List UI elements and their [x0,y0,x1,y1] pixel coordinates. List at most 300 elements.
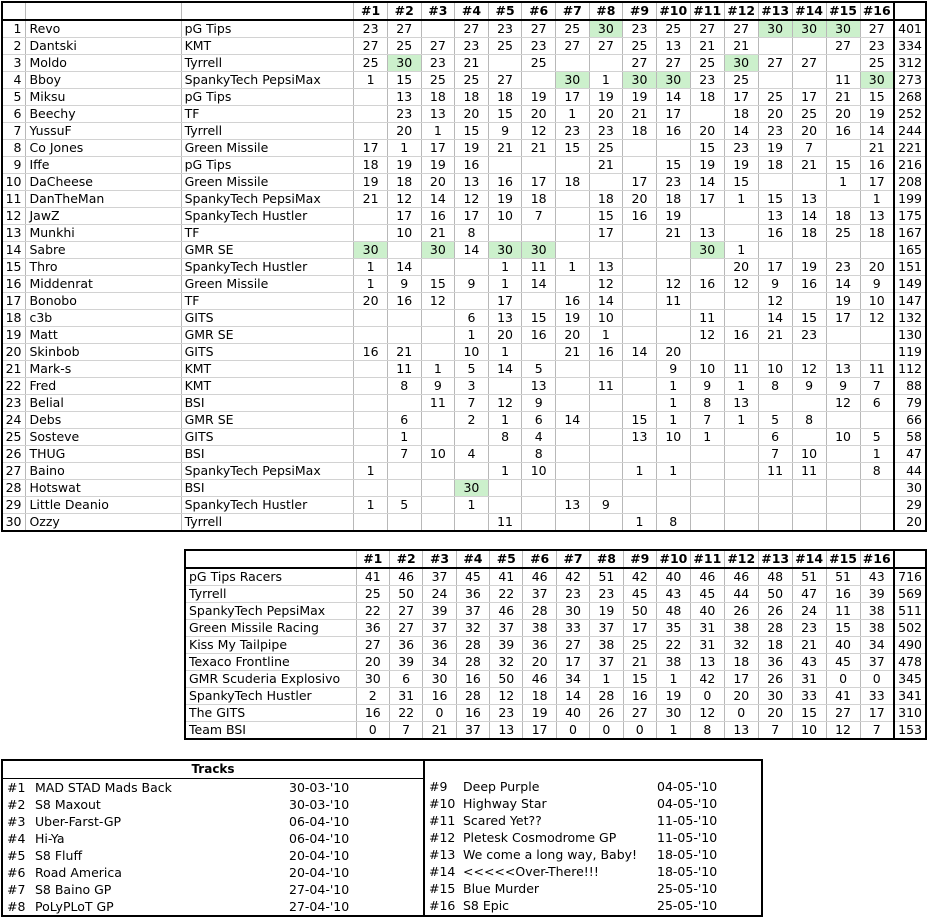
track-number: #5 [7,848,26,863]
race-score [690,514,724,532]
race-score: 6 [860,395,894,412]
team-race-score: 26 [758,603,792,620]
team-race-score: 33 [792,688,826,705]
team-race-score: 36 [758,654,792,671]
race-score: 12 [387,191,421,208]
team-race-score: 41 [826,688,860,705]
race-score: 25 [488,38,522,55]
driver-rank: 21 [2,361,26,378]
race-header: #14 [792,550,826,568]
driver-name: Mark-s [26,361,181,378]
team-race-score: 16 [623,688,656,705]
race-score: 1 [656,395,690,412]
race-score [589,429,623,446]
race-score [589,480,623,497]
race-score: 30 [455,480,489,497]
team-race-score: 36 [423,637,456,654]
track-name: Uber-Farst-GP [35,814,122,829]
team-race-score: 51 [590,568,623,586]
race-score: 16 [555,293,589,310]
team-race-score: 36 [456,586,489,603]
race-score: 1 [488,412,522,429]
race-score: 11 [690,310,724,327]
driver-total: 216 [894,157,926,174]
driver-row [2,429,926,446]
race-score [555,55,589,72]
race-score: 21 [455,55,489,72]
race-score: 21 [826,89,860,106]
race-score: 16 [623,208,657,225]
race-score: 21 [387,344,421,361]
driver-team: SpankyTech Hustler [181,259,354,276]
driver-total: 273 [894,72,926,89]
race-score [555,157,589,174]
track-date: 27-04-'10 [289,882,350,897]
race-score: 9 [792,378,826,395]
race-score: 1 [860,446,894,463]
race-score [826,463,860,480]
race-score: 13 [860,208,894,225]
race-score: 30 [354,242,388,259]
race-score: 15 [623,412,657,429]
race-score: 14 [589,293,623,310]
team-race-score: 44 [724,586,758,603]
track-number: #13 [429,847,456,862]
driver-row [2,140,926,157]
team-race-score: 16 [423,688,456,705]
team-race-score: 0 [724,705,758,722]
race-score: 1 [488,463,522,480]
team-row [185,603,926,620]
race-score: 12 [826,395,860,412]
race-score: 10 [792,446,826,463]
team-row [185,722,926,740]
race-score: 1 [724,378,758,395]
race-score [354,106,388,123]
race-score: 25 [690,55,724,72]
team-race-score: 27 [389,603,422,620]
race-score: 2 [455,412,489,429]
team-race-score: 46 [490,603,523,620]
race-score: 9 [421,378,455,395]
race-score: 1 [555,259,589,276]
race-score [522,497,556,514]
team-race-score: 8 [690,722,724,740]
race-score [792,293,826,310]
race-score: 19 [623,89,657,106]
race-score [589,446,623,463]
driver-team: TF [181,225,354,242]
race-score: 27 [421,38,455,55]
race-score: 12 [860,310,894,327]
race-header: #3 [423,550,456,568]
race-score [623,327,657,344]
team-race-score: 17 [724,671,758,688]
race-score: 15 [758,191,792,208]
team-race-score: 27 [556,637,589,654]
race-score: 23 [758,123,792,140]
driver-row [2,123,926,140]
race-score: 14 [522,276,556,293]
track-name: PoLyPLoT GP [35,899,114,914]
race-score [724,225,758,242]
driver-rank: 28 [2,480,26,497]
race-score: 1 [555,106,589,123]
team-total: 310 [894,705,926,722]
driver-total: 119 [894,344,926,361]
driver-rank: 13 [2,225,26,242]
race-score: 5 [860,429,894,446]
track-name: Deep Purple [463,779,540,794]
race-header: #15 [826,550,860,568]
driver-rank: 12 [2,208,26,225]
race-score: 17 [455,208,489,225]
driver-name: Belial [26,395,181,412]
team-race-score: 39 [423,603,456,620]
team-name: Green Missile Racing [185,620,356,637]
team-name: SpankyTech PepsiMax [185,603,356,620]
driver-rank: 23 [2,395,26,412]
track-name: Pletesk Cosmodrome GP [463,830,617,845]
race-score [522,157,556,174]
race-score: 1 [354,276,388,293]
track-name: Highway Star [463,796,547,811]
race-score [354,514,388,532]
team-race-score: 39 [389,654,422,671]
race-score: 30 [387,55,421,72]
driver-rank: 17 [2,293,26,310]
race-score: 14 [387,259,421,276]
race-score [724,446,758,463]
team-race-score: 39 [860,586,894,603]
driver-total: 88 [894,378,926,395]
race-score: 25 [455,72,489,89]
race-score: 1 [354,497,388,514]
team-race-score: 50 [389,586,422,603]
race-score: 16 [455,157,489,174]
track-row [3,796,423,813]
driver-team: pG Tips [181,20,354,38]
race-score: 8 [488,429,522,446]
team-race-score: 23 [556,586,589,603]
race-score: 13 [522,378,556,395]
team-race-score: 23 [590,586,623,603]
race-score [555,395,589,412]
race-score: 1 [455,327,489,344]
race-score: 21 [656,225,690,242]
team-name: GMR Scuderia Explosivo [185,671,356,688]
race-score: 5 [758,412,792,429]
race-score [387,310,421,327]
race-score: 1 [826,174,860,191]
race-score: 3 [455,378,489,395]
driver-team: GMR SE [181,412,354,429]
race-score [758,514,792,532]
tracks-title: Tracks [3,761,423,779]
race-score: 10 [488,208,522,225]
race-score: 1 [421,361,455,378]
driver-rank: 20 [2,344,26,361]
race-score: 1 [860,191,894,208]
team-name: Texaco Frontline [185,654,356,671]
race-score [555,191,589,208]
race-score: 25 [387,38,421,55]
race-score: 8 [758,378,792,395]
track-number: #2 [7,797,26,812]
race-score: 20 [758,106,792,123]
driver-name: Revo [26,20,181,38]
race-score [690,463,724,480]
driver-total: 20 [894,514,926,532]
driver-row [2,55,926,72]
race-score [589,361,623,378]
race-score [792,395,826,412]
track-name: <<<<<Over-There!!! [463,864,599,879]
driver-row [2,344,926,361]
race-score [860,344,894,361]
race-score: 18 [690,89,724,106]
track-name: We come a long way, Baby! [463,847,638,862]
track-number: #11 [429,813,456,828]
race-score: 18 [421,89,455,106]
race-score [826,55,860,72]
track-row [3,864,423,881]
team-race-score: 14 [556,688,589,705]
driver-name: Sabre [26,242,181,259]
track-row [425,846,761,863]
track-date: 20-04-'10 [289,865,350,880]
race-score [826,242,860,259]
driver-row [2,310,926,327]
race-score [623,242,657,259]
race-score: 15 [690,140,724,157]
race-header: #10 [656,2,690,20]
race-header: #7 [555,2,589,20]
team-race-score: 50 [758,586,792,603]
driver-total: 30 [894,480,926,497]
track-row [425,795,761,812]
race-score: 19 [860,106,894,123]
team-race-score: 27 [356,637,389,654]
race-score: 18 [656,191,690,208]
team-row [185,671,926,688]
race-score: 15 [488,106,522,123]
race-score: 21 [354,191,388,208]
team-race-score: 11 [826,603,860,620]
team-race-score: 20 [724,688,758,705]
driver-total: 132 [894,310,926,327]
team-total: 153 [894,722,926,740]
race-score: 30 [555,72,589,89]
driver-row [2,191,926,208]
race-score [354,480,388,497]
race-score: 14 [555,412,589,429]
race-score [387,463,421,480]
race-score: 12 [421,293,455,310]
track-name: S8 Epic [463,898,510,913]
race-score: 11 [826,72,860,89]
race-score [690,293,724,310]
driver-total: 79 [894,395,926,412]
race-score [589,395,623,412]
team-race-score: 36 [356,620,389,637]
race-score: 12 [656,276,690,293]
race-score: 10 [826,429,860,446]
race-score [555,378,589,395]
race-score: 19 [724,157,758,174]
driver-rank: 10 [2,174,26,191]
driver-team: TF [181,293,354,310]
race-score: 20 [555,327,589,344]
driver-row [2,497,926,514]
race-score: 11 [387,361,421,378]
driver-row [2,208,926,225]
race-score: 16 [724,327,758,344]
race-score: 17 [690,191,724,208]
race-score: 30 [690,242,724,259]
race-score: 8 [690,395,724,412]
race-header: #11 [690,550,724,568]
driver-row [2,463,926,480]
race-score: 7 [522,208,556,225]
race-score: 30 [522,242,556,259]
race-score: 21 [690,38,724,55]
team-race-score: 21 [423,722,456,740]
race-header: #12 [724,550,758,568]
race-score [758,344,792,361]
driver-total: 268 [894,89,926,106]
race-score [421,20,455,38]
team-race-score: 32 [724,637,758,654]
race-score: 1 [656,378,690,395]
driver-team: TF [181,106,354,123]
race-score [354,395,388,412]
team-race-score: 16 [456,671,489,688]
team-race-score: 41 [356,568,389,586]
race-score [488,157,522,174]
team-race-score: 37 [456,603,489,620]
race-score: 21 [623,106,657,123]
race-header: #6 [523,550,556,568]
driver-row [2,361,926,378]
driver-total: 401 [894,20,926,38]
team-race-score: 32 [456,620,489,637]
team-race-score: 22 [356,603,389,620]
race-score: 15 [860,89,894,106]
driver-rank: 15 [2,259,26,276]
race-score: 19 [555,310,589,327]
race-score [387,242,421,259]
race-header: #1 [354,2,388,20]
race-score: 13 [623,429,657,446]
race-score: 8 [387,378,421,395]
team-race-score: 30 [556,603,589,620]
total-header [894,2,926,20]
race-score [522,225,556,242]
driver-name: Baino [26,463,181,480]
driver-rank: 5 [2,89,26,106]
team-race-score: 24 [792,603,826,620]
team-race-score: 23 [792,620,826,637]
race-score: 12 [488,395,522,412]
team-race-score: 35 [656,620,690,637]
race-score: 15 [792,310,826,327]
driver-rank: 2 [2,38,26,55]
team-race-score: 22 [389,705,422,722]
race-score [623,225,657,242]
track-name: S8 Baino GP [35,882,112,897]
race-score: 15 [522,310,556,327]
race-score: 10 [860,293,894,310]
team-race-score: 31 [690,620,724,637]
track-row [425,829,761,846]
driver-team: GITS [181,344,354,361]
team-race-score: 0 [556,722,589,740]
team-race-score: 45 [456,568,489,586]
team-race-score: 38 [590,637,623,654]
race-score: 17 [522,174,556,191]
driver-row [2,293,926,310]
driver-row [2,72,926,89]
team-name: Kiss My Tailpipe [185,637,356,654]
race-score [589,514,623,532]
track-date: 06-04-'10 [289,831,350,846]
race-score: 10 [455,344,489,361]
race-score [387,514,421,532]
driver-team: BSI [181,395,354,412]
race-score: 1 [488,276,522,293]
track-row [425,863,761,880]
driver-row [2,480,926,497]
team-name: Tyrrell [185,586,356,603]
team-race-score: 28 [758,620,792,637]
race-score [555,276,589,293]
race-score: 30 [623,72,657,89]
driver-rank: 30 [2,514,26,532]
race-score: 23 [623,20,657,38]
race-score [656,327,690,344]
race-score: 1 [656,463,690,480]
race-score: 17 [421,140,455,157]
driver-total: 112 [894,361,926,378]
race-score [690,259,724,276]
team-race-score: 30 [356,671,389,688]
race-score: 9 [656,361,690,378]
driver-name: Middenrat [26,276,181,293]
track-number: #16 [429,898,456,913]
track-row [3,881,423,898]
race-score: 20 [826,106,860,123]
race-score [758,174,792,191]
team-standings-table [184,549,927,740]
track-date: 25-05-'10 [657,898,718,913]
driver-rank: 26 [2,446,26,463]
team-race-score: 0 [356,722,389,740]
driver-team: SpankyTech Hustler [181,497,354,514]
team-race-score: 43 [860,568,894,586]
race-score [354,446,388,463]
race-score [826,514,860,532]
team-race-score: 25 [623,637,656,654]
race-score: 11 [421,395,455,412]
race-score: 9 [522,395,556,412]
driver-name: Bonobo [26,293,181,310]
race-score: 27 [860,20,894,38]
team-race-score: 17 [556,654,589,671]
team-race-score: 47 [792,586,826,603]
team-race-score: 45 [826,654,860,671]
race-score [455,429,489,446]
